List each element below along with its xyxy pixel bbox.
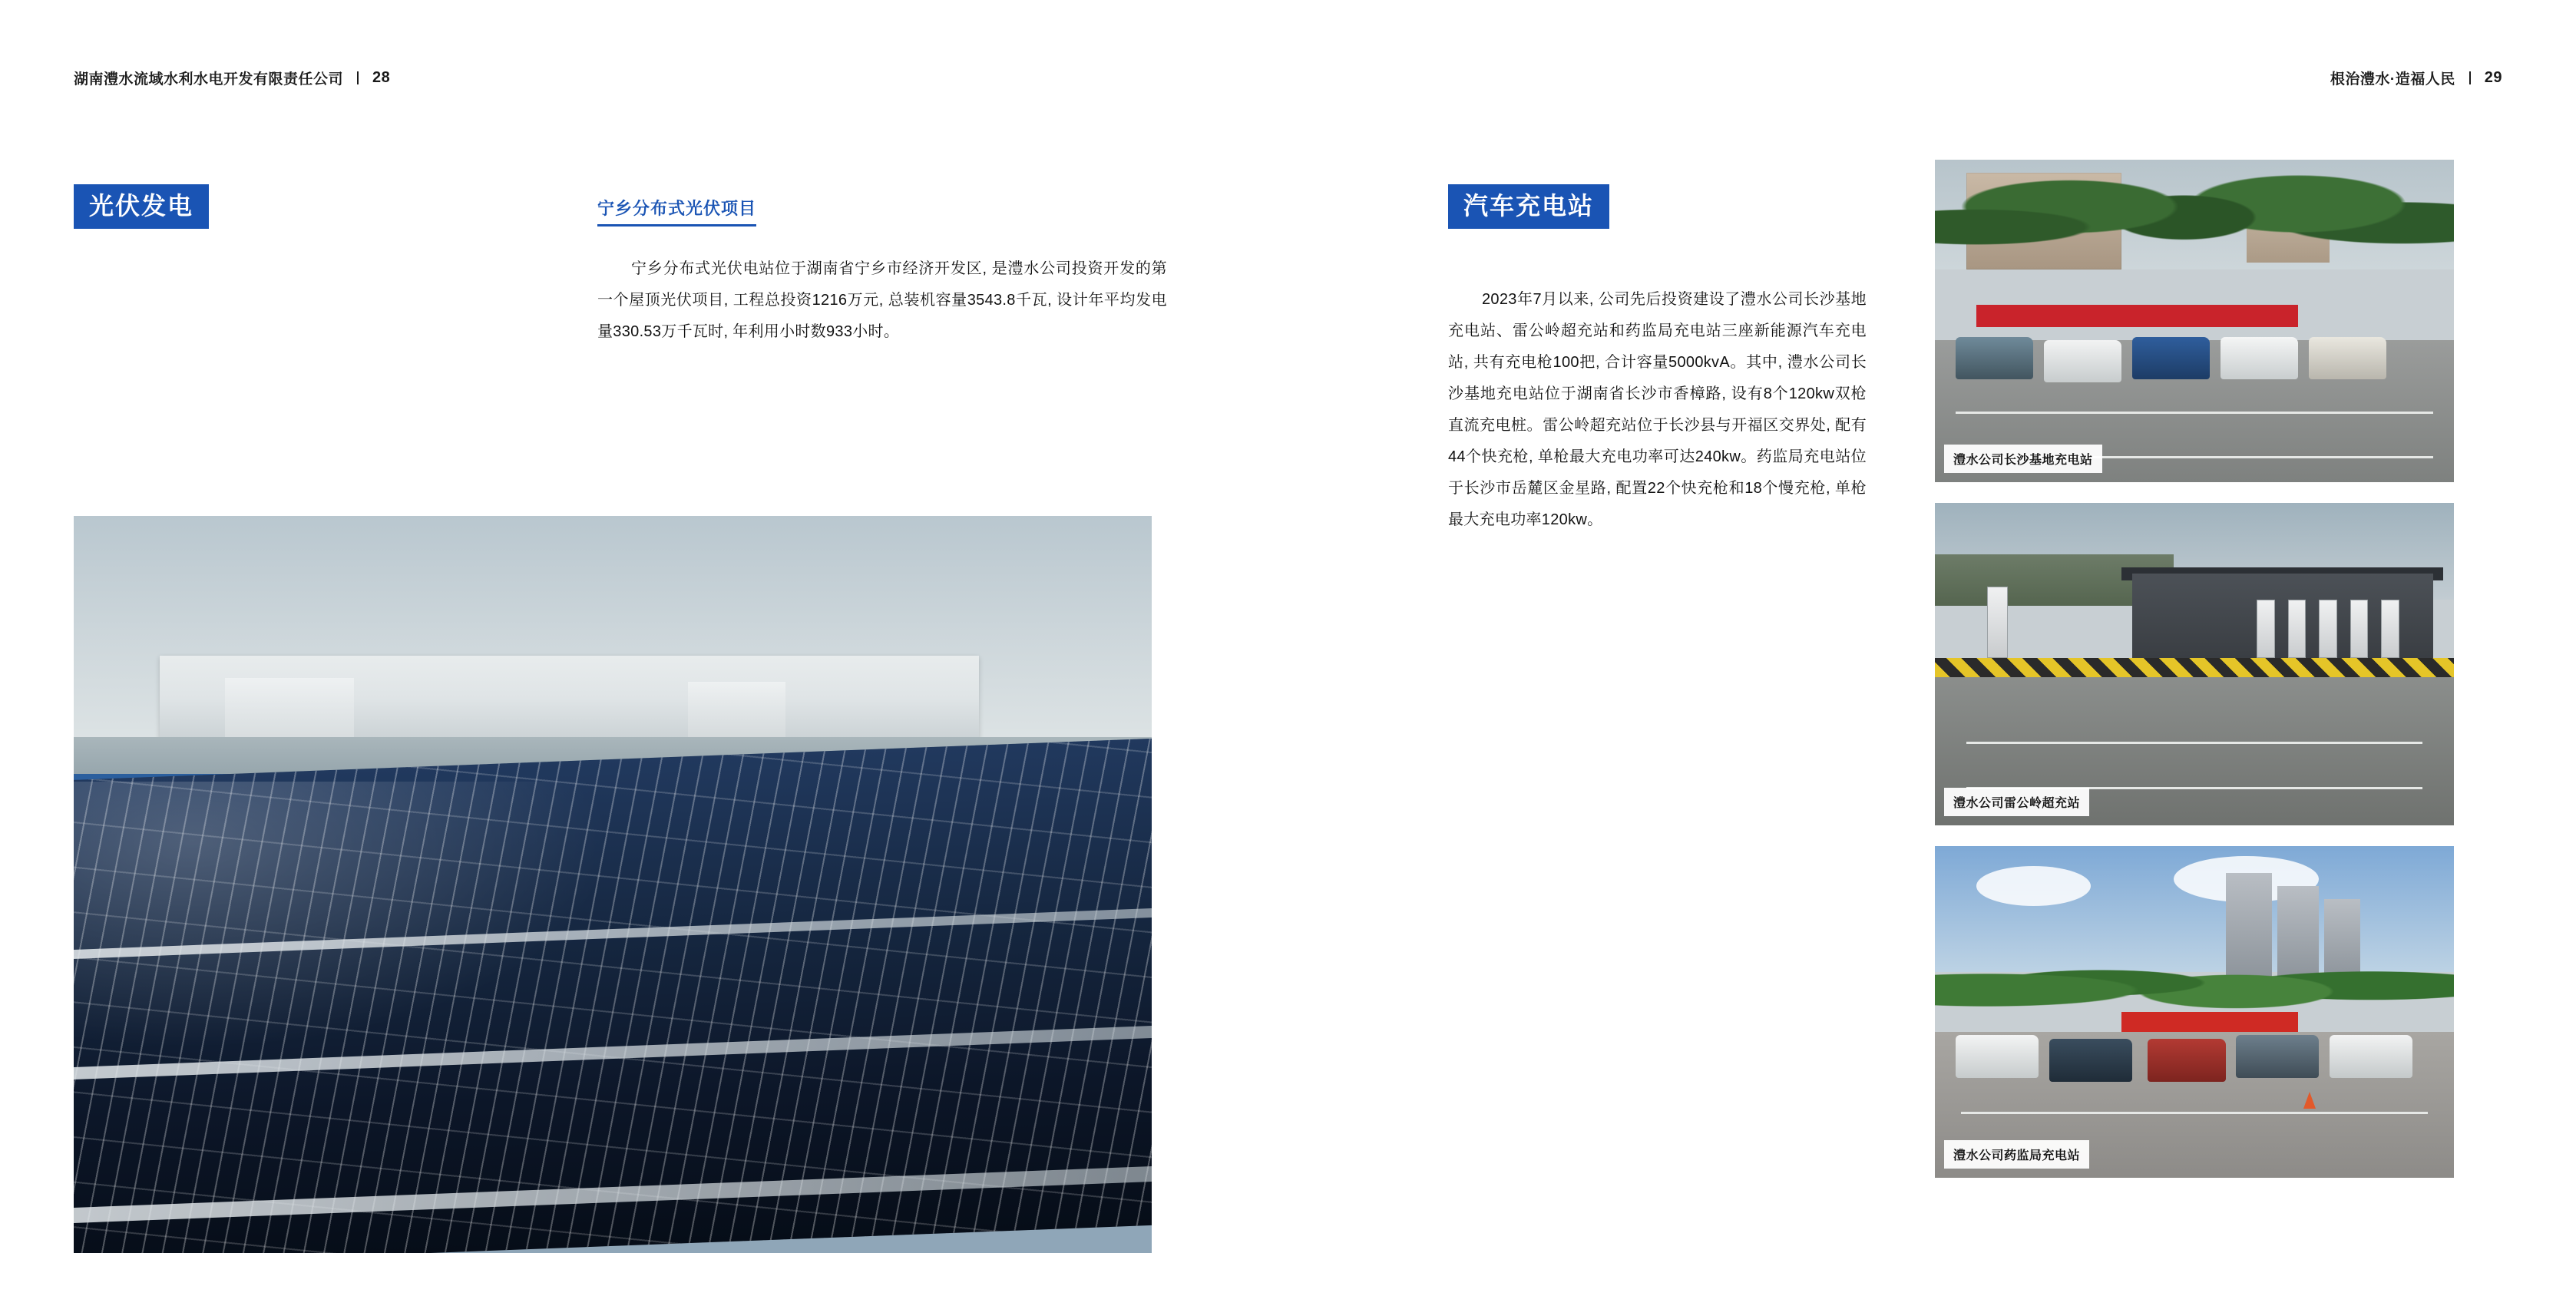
photo2-charging-pile-2 (2257, 600, 2275, 658)
photo1-car-3 (2132, 337, 2210, 379)
body-paragraph-right: 2023年7月以来, 公司先后投资建设了澧水公司长沙基地充电站、雷公岭超充站和药监局充电站三座新能源汽车充电站, 共有充电枪100把, 合计容量5000kvA。其中, 澧水公司长沙基地充电站位于湖南省长沙市香樟路, 设有8个120kw双枪直流充电桩。雷公岭超充站位于长沙县与开福区交界处, 配有44个快充枪, 单枪最大充电功率可达240kw。药监局充电站位于长沙市岳麓区金星路, 配置22个快充枪和18个慢充枪, 单枪最大充电功率120kw。 (1448, 291, 1867, 528)
photo-sun-glare (74, 782, 666, 1076)
sub-heading-ningxiang-project: 宁乡分布式光伏项目 (597, 196, 756, 226)
photo1-car-1 (1956, 337, 2033, 379)
photo3-trees (1935, 939, 2454, 1012)
section-heading-photovoltaic: 光伏发电 (74, 184, 209, 229)
photo2-charging-pile-6 (2381, 600, 2399, 658)
photo1-red-banner (1976, 305, 2298, 327)
photo-solar-array (74, 516, 1152, 1253)
running-head-right (2330, 68, 2502, 88)
photo2-charging-pile-5 (2350, 600, 2369, 658)
photo3-car-3 (2148, 1039, 2225, 1082)
body-text-left (597, 253, 1167, 348)
photo3-cloud-1 (1976, 866, 2091, 906)
photo-caption-1: 澧水公司长沙基地充电站 (1944, 445, 2102, 473)
running-head-left (74, 68, 390, 88)
photo1-car-5 (2309, 337, 2386, 379)
slogan-text: 根治澧水·造福人民 (2330, 71, 2455, 88)
photo3-car-2 (2049, 1039, 2132, 1082)
photo-drug-administration-station (1935, 846, 2454, 1178)
photo2-charging-pile-3 (2288, 600, 2306, 658)
photo1-parking-line-1 (1956, 412, 2433, 414)
publisher-name: 湖南澧水流域水利水电开发有限责任公司 (74, 71, 344, 88)
body-paragraph-left: 宁乡分布式光伏电站位于湖南省宁乡市经济开发区, 是澧水公司投资开发的第一个屋顶光伏项目, 工程总投资1216万元, 总装机容量3543.8千瓦, 设计年平均发电量330.53万千瓦时, 年利用小时数933小时。 (597, 260, 1167, 340)
photo1-car-4 (2221, 337, 2298, 379)
section-heading-charging-station: 汽车充电站 (1448, 184, 1609, 229)
photo-caption-2: 澧水公司雷公岭超充站 (1944, 788, 2089, 816)
photo-leigongling-station (1935, 503, 2454, 825)
photo2-yellow-black-curb (1935, 658, 2454, 677)
photo3-red-banner (2121, 1012, 2298, 1032)
photo-caption-3: 澧水公司药监局充电站 (1944, 1140, 2089, 1169)
photo1-trees (1935, 166, 2454, 301)
runhead-divider-right (2469, 71, 2471, 84)
photo3-car-5 (2330, 1035, 2412, 1078)
runhead-divider (357, 71, 359, 84)
photo2-charging-pile-1 (1987, 587, 2008, 657)
body-text-right (1448, 284, 1867, 536)
photo3-car-4 (2236, 1035, 2319, 1078)
photo3-traffic-cone (2303, 1092, 2316, 1109)
page-number-left: 28 (372, 69, 391, 86)
photo3-car-1 (1956, 1035, 2039, 1078)
photo3-parking-line-1 (1961, 1112, 2428, 1114)
photo2-charging-pile-4 (2319, 600, 2337, 658)
page-number-right: 29 (2484, 69, 2502, 86)
photo-changsha-base-station (1935, 160, 2454, 482)
photo2-parking-line-1 (1966, 742, 2423, 744)
photo1-car-2 (2044, 340, 2121, 382)
